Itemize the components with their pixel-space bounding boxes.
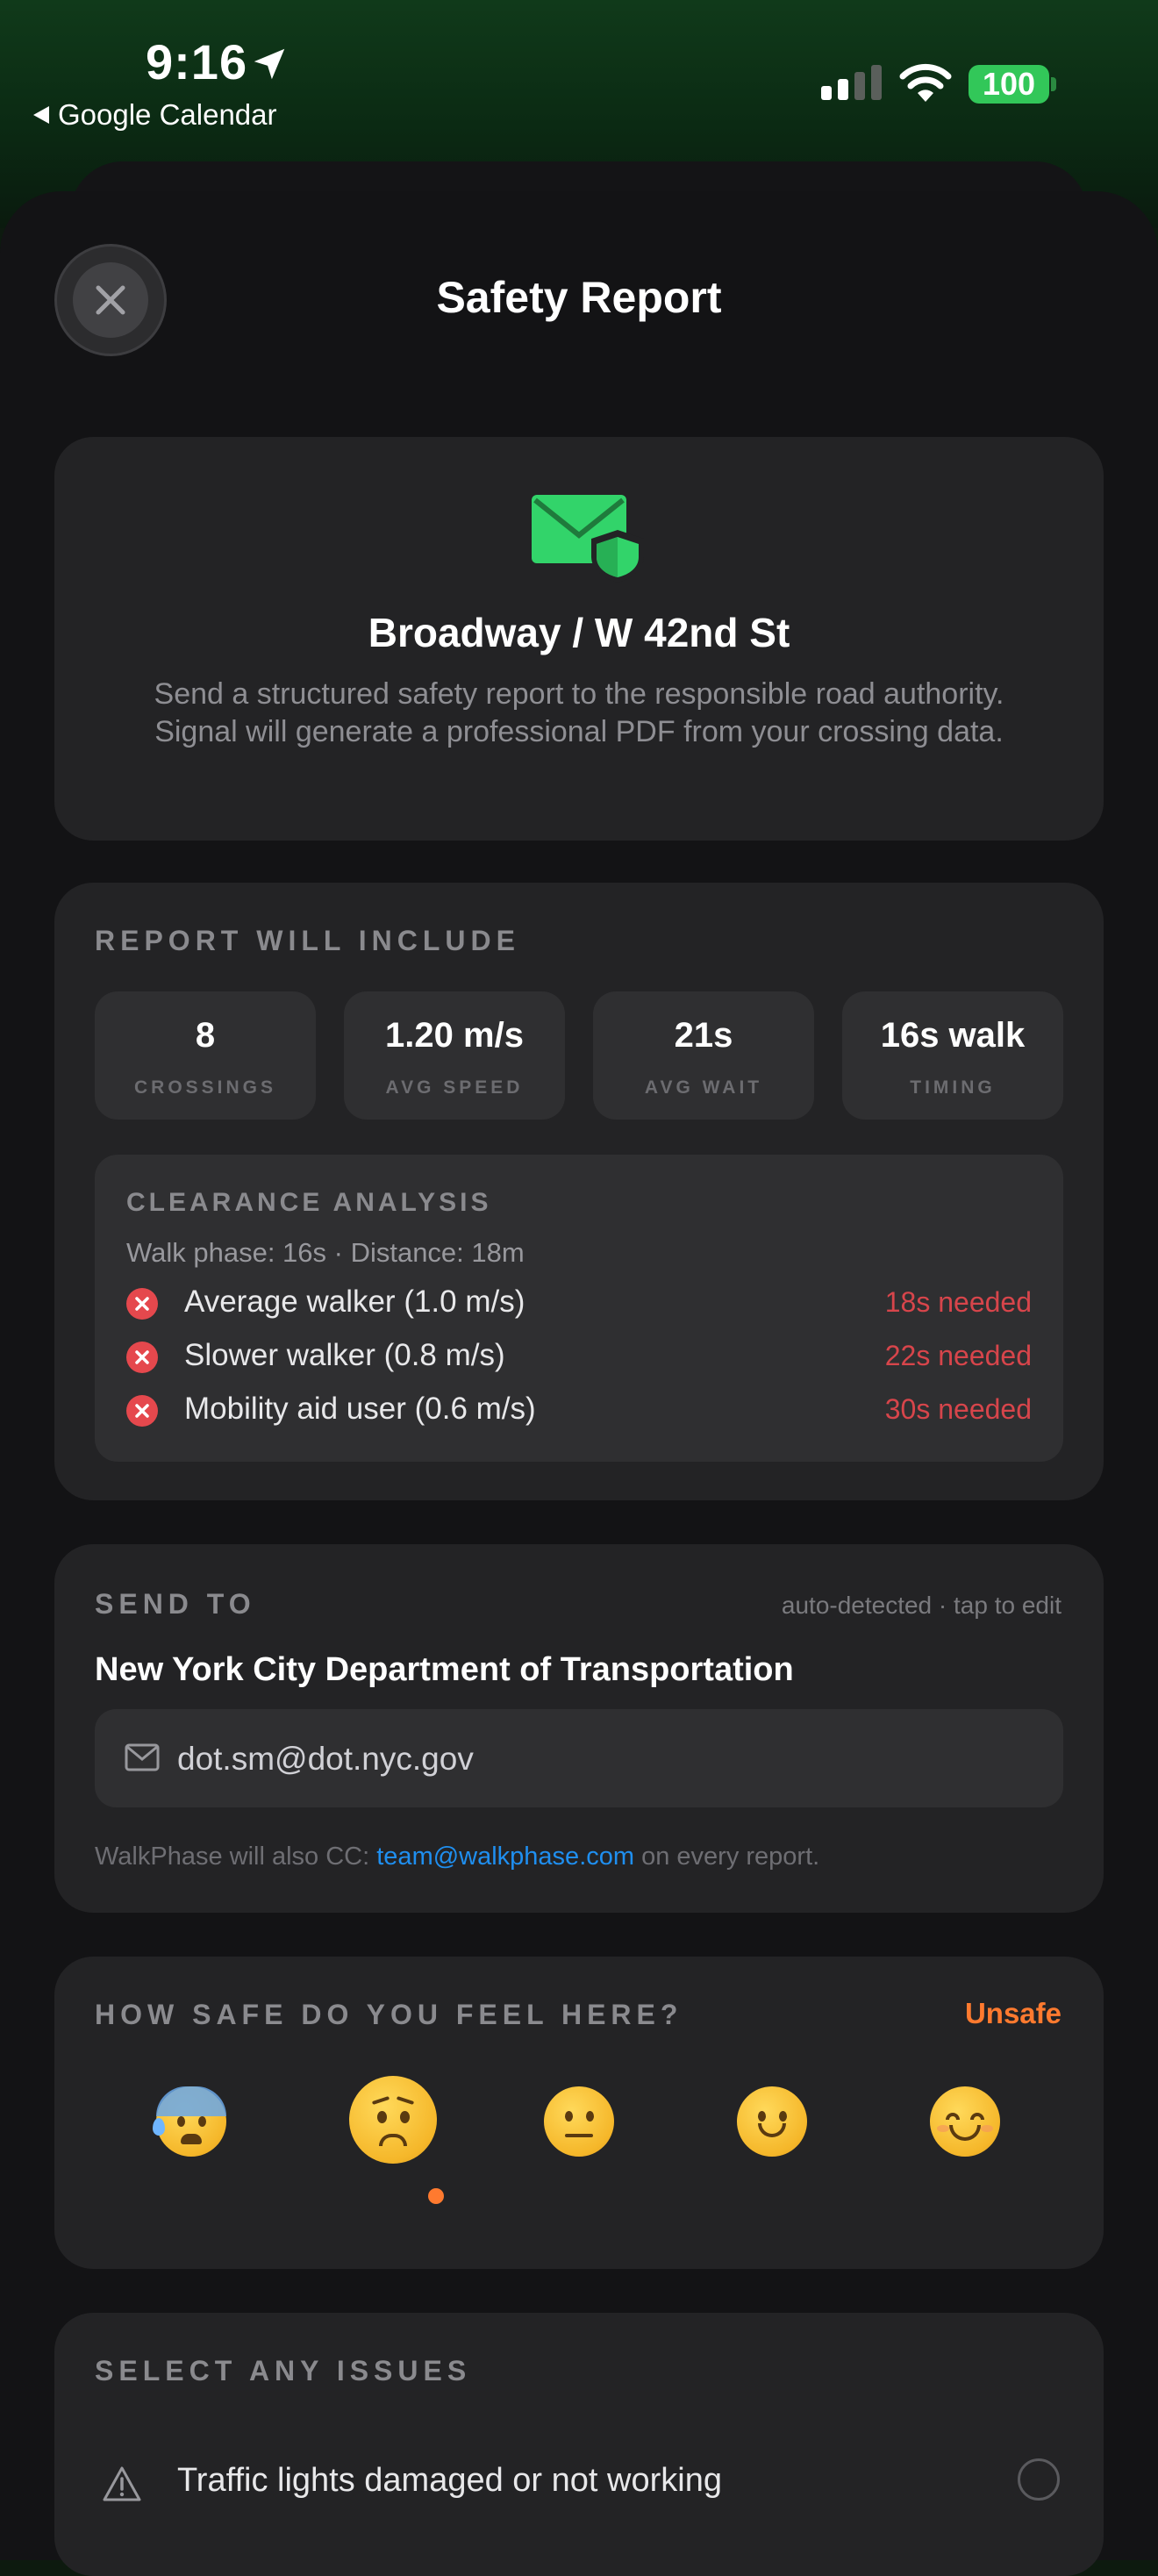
stat-value: 16s walk bbox=[880, 1016, 1026, 1055]
page-title: Safety Report bbox=[436, 273, 722, 322]
status-time: 9:16 bbox=[146, 34, 248, 89]
send-to-label: SEND TO bbox=[95, 1588, 256, 1620]
clearance-summary: Walk phase: 16s · Distance: 18m bbox=[126, 1237, 525, 1268]
battery-tip bbox=[1051, 77, 1056, 91]
neutral-face-icon[interactable] bbox=[544, 2086, 614, 2157]
stat-label: TIMING bbox=[910, 1077, 996, 1098]
recipient-email-value: dot.sm@dot.nyc.gov bbox=[177, 1741, 474, 1777]
stat-crossings bbox=[95, 991, 316, 1120]
cc-note bbox=[95, 1843, 819, 1871]
fail-x-icon bbox=[126, 1288, 158, 1320]
issue-label: Traffic lights damaged or not working bbox=[177, 2462, 722, 2499]
issue-checkbox[interactable] bbox=[1018, 2458, 1060, 2501]
cc-prefix: WalkPhase will also CC: bbox=[95, 1843, 377, 1871]
stat-label: CROSSINGS bbox=[133, 1077, 277, 1098]
clearance-row bbox=[126, 1335, 1032, 1378]
safety-rating-card bbox=[54, 1957, 1104, 2269]
envelope-icon bbox=[125, 1742, 160, 1772]
worried-face-icon[interactable] bbox=[349, 2076, 437, 2164]
stat-label: AVG WAIT bbox=[644, 1077, 763, 1098]
clearance-row bbox=[126, 1388, 1032, 1432]
safety-question-label: HOW SAFE DO YOU FEEL HERE? bbox=[95, 1999, 683, 2030]
location-arrow-icon bbox=[249, 44, 290, 84]
location-card bbox=[54, 437, 1104, 841]
slight-smile-face-icon[interactable] bbox=[737, 2086, 807, 2157]
clearance-analysis bbox=[95, 1155, 1063, 1462]
report-contents-card bbox=[54, 883, 1104, 1500]
report-description: Send a structured safety report to the responsible road authority. Signal will generate a professional PDF from your crossing data. bbox=[154, 677, 1004, 748]
intersection-title: Broadway / W 42nd St bbox=[368, 610, 790, 655]
back-to-app-link[interactable] bbox=[33, 98, 277, 132]
stat-value: 1.20 m/s bbox=[385, 1016, 524, 1055]
battery-indicator: 100 bbox=[969, 65, 1049, 104]
cc-suffix: on every report. bbox=[634, 1843, 820, 1871]
clearance-row-needed: 18s needed bbox=[884, 1286, 1032, 1318]
stat-value: 8 bbox=[195, 1016, 216, 1055]
department-name: New York City Department of Transportation bbox=[95, 1651, 794, 1688]
warning-icon bbox=[102, 2465, 142, 2502]
selected-rating-label: Unsafe bbox=[964, 1997, 1062, 2029]
anxious-sweat-face-icon[interactable] bbox=[156, 2086, 226, 2157]
recipient-email-field[interactable] bbox=[95, 1709, 1063, 1807]
back-app-label: Google Calendar bbox=[58, 98, 277, 131]
stat-label: AVG SPEED bbox=[385, 1077, 524, 1098]
fail-x-icon bbox=[126, 1342, 158, 1373]
mail-shield-icon bbox=[528, 491, 647, 583]
issues-card bbox=[54, 2313, 1104, 2576]
issues-label: SELECT ANY ISSUES bbox=[95, 2355, 472, 2386]
edit-hint[interactable]: auto-detected · tap to edit bbox=[781, 1592, 1062, 1619]
stat-avg-wait bbox=[593, 991, 814, 1120]
cc-email-link[interactable]: team@walkphase.com bbox=[376, 1843, 635, 1871]
smiling-face-icon[interactable] bbox=[930, 2086, 1000, 2157]
report-section-label: REPORT WILL INCLUDE bbox=[95, 925, 520, 956]
fail-x-icon bbox=[126, 1395, 158, 1427]
clearance-row-needed: 22s needed bbox=[884, 1340, 1032, 1371]
stat-avg-speed bbox=[344, 991, 565, 1120]
stat-value: 21s bbox=[674, 1016, 733, 1055]
issue-option[interactable] bbox=[95, 2453, 1063, 2515]
clearance-row-label: Mobility aid user (0.6 m/s) bbox=[184, 1392, 536, 1426]
back-triangle-icon bbox=[33, 106, 49, 124]
selected-indicator-dot bbox=[428, 2188, 444, 2204]
clearance-row-needed: 30s needed bbox=[884, 1393, 1032, 1425]
stat-timing bbox=[842, 991, 1063, 1120]
wifi-icon bbox=[898, 63, 953, 104]
clearance-row bbox=[126, 1281, 1032, 1325]
cellular-signal-icon bbox=[821, 65, 882, 100]
send-to-card bbox=[54, 1544, 1104, 1913]
clearance-row-label: Slower walker (0.8 m/s) bbox=[184, 1338, 505, 1372]
clearance-label: CLEARANCE ANALYSIS bbox=[126, 1188, 492, 1217]
clearance-row-label: Average walker (1.0 m/s) bbox=[184, 1284, 525, 1319]
